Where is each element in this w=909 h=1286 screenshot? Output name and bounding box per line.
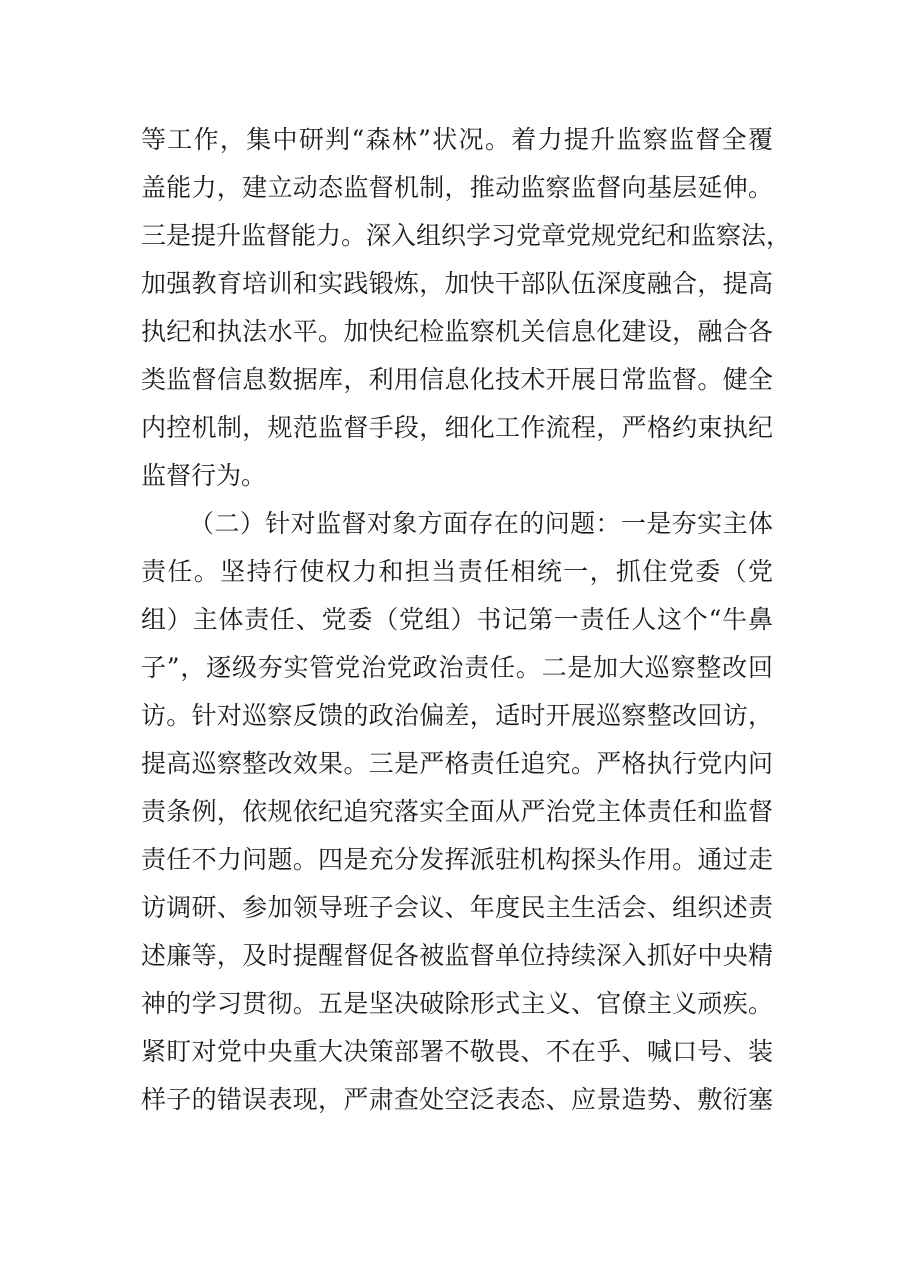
paragraph-2 bbox=[141, 500, 773, 1124]
text-line: 访。针对巡察反馈的政治偏差，适时开展巡察整改回访， bbox=[141, 701, 773, 730]
text-line: 监督行为。 bbox=[141, 461, 267, 490]
text-line: 样子的错误表现，严肃查处空泛表态、应景造势、敷衍塞 bbox=[141, 1085, 773, 1114]
text-line: 责条例，依规依纪追究落实全面从严治党主体责任和监督 bbox=[141, 797, 773, 826]
text-line: 盖能力，建立动态监督机制，推动监察监督向基层延伸。 bbox=[141, 173, 773, 202]
text-line: 责任不力问题。四是充分发挥派驻机构探头作用。通过走 bbox=[141, 845, 773, 874]
text-line: 执纪和执法水平。加快纪检监察机关信息化建设，融合各 bbox=[141, 317, 773, 346]
text-line: 内控机制，规范监督手段，细化工作流程，严格约束执纪 bbox=[141, 413, 773, 442]
text-line: 述廉等，及时提醒督促各被监督单位持续深入抓好中央精 bbox=[141, 941, 773, 970]
text-line: 三是提升监督能力。深入组织学习党章党规党纪和监察法， bbox=[141, 221, 792, 250]
text-line: 类监督信息数据库，利用信息化技术开展日常监督。健全 bbox=[141, 365, 773, 394]
text-line: 神的学习贯彻。五是坚决破除形式主义、官僚主义顽疾。 bbox=[141, 989, 773, 1018]
text-line: 责任。坚持行使权力和担当责任相统一，抓住党委（党 bbox=[141, 557, 773, 586]
text-line: （二）针对监督对象方面存在的问题：一是夯实主体 bbox=[189, 509, 773, 538]
document-body bbox=[141, 116, 792, 1124]
text-line: 提高巡察整改效果。三是严格责任追究。严格执行党内问 bbox=[141, 749, 773, 778]
text-line: 访调研、参加领导班子会议、年度民主生活会、组织述责 bbox=[141, 893, 773, 922]
paragraph-1 bbox=[141, 116, 792, 500]
text-line: 加强教育培训和实践锻炼，加快干部队伍深度融合，提高 bbox=[141, 269, 773, 298]
text-line: 组）主体责任、党委（党组）书记第一责任人这个“牛鼻 bbox=[141, 605, 773, 634]
text-line: 紧盯对党中央重大决策部署不敬畏、不在乎、喊口号、装 bbox=[141, 1037, 773, 1066]
text-line: 子”，逐级夯实管党治党政治责任。二是加大巡察整改回 bbox=[141, 653, 773, 682]
text-line: 等工作，集中研判“森林”状况。着力提升监察监督全覆 bbox=[141, 125, 773, 154]
